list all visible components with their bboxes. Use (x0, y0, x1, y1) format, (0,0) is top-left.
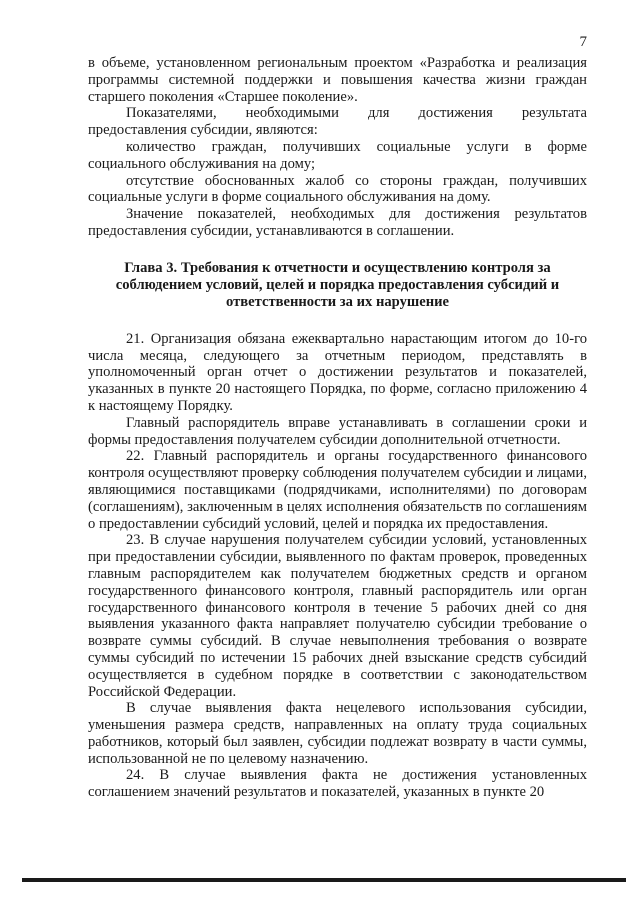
paragraph: отсутствие обоснованных жалоб со стороны граждан, получивших социальные услуги в форме социального обслуживания на дому. (88, 172, 587, 206)
chapter-heading: Глава 3. Требования к отчетности и осуществлению контроля за соблюдением условий, целей и порядка предоставления субсидий и ответственности за их нарушение (115, 259, 560, 310)
document-body (88, 55, 587, 801)
paragraph: Значение показателей, необходимых для достижения результатов предоставления субсидии, устанавливаются в соглашении. (88, 206, 587, 239)
paragraph: количество граждан, получивших социальные услуги в форме социального обслуживания на дому; (88, 138, 587, 172)
paragraph: 22. Главный распорядитель и органы государственного финансового контроля осуществляют проверку соблюдения получателем субсидии и лицами, являющимися поставщиками (подрядчиками, исполнителями) по договорам (соглашениям), заключенным в целях исполнения обязательств по соглашениям о предоставлении субсидий условий, целей и порядка их предоставления. (88, 448, 587, 532)
paragraph: в объеме, установленном региональным проектом «Разработка и реализация программы системной поддержки и повышения качества жизни граждан старшего поколения «Старшее поколение». (88, 55, 587, 105)
paragraph: Показателями, необходимыми для достижения результата предоставления субсидии, являются: (88, 105, 587, 139)
paragraph: 24. В случае выявления факта не достижения установленных соглашением значений результатов и показателей, указанных в пункте 20 (88, 767, 587, 801)
paragraph: Главный распорядитель вправе устанавливать в соглашении сроки и формы предоставления получателем субсидии дополнительной отчетности. (88, 414, 587, 448)
paragraph: 21. Организация обязана ежеквартально нарастающим итогом до 10-го числа месяца, следующего за отчетным периодом, представлять в уполномоченный орган отчет о достижении результатов и показателей, указанных в пункте 20 настоящего Порядка, по форме, согласно приложению 4 к настоящему Порядку. (88, 330, 587, 414)
paragraph: В случае выявления факта нецелевого использования субсидии, уменьшения размера средств, направленных на оплату труда социальных работников, который был заявлен, субсидии подлежат возврату в части суммы, использованной не по целевому назначению. (88, 700, 587, 767)
bottom-rule (22, 878, 626, 882)
page-number: 7 (579, 34, 587, 50)
paragraph: 23. В случае нарушения получателем субсидии условий, установленных при предоставлении субсидии, выявленного по фактам проверок, проведенных главным распорядителем как получателем бюджетных средств и органом государственного финансового контроля, главный распорядитель или орган государственного финансового контроля в течение 5 рабочих дней со дня выявления указанного факта направляет получателю субсидии требование о возврате суммы субсидий. В случае невыполнения требования о возврате суммы субсидий по истечении 15 рабочих дней взыскание средств субсидий осуществляется в судебном порядке в соответствии с законодательством Российской Федерации. (88, 532, 587, 700)
